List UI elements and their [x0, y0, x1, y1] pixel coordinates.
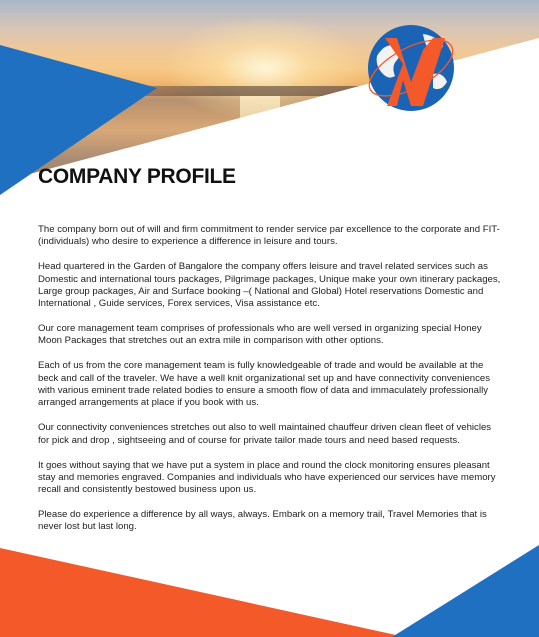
globe-w-logo-icon [363, 22, 459, 114]
profile-body [38, 224, 504, 546]
paragraph-knowledge: Each of us from the core management team is fully knowledgeable of trade and would be available at the beck and call of the traveler. We have a well knit organizational set up and have connectivity conveniences with various eminent trade related bodies to ensure a smooth flow of data and immaculately professionally arranged arrangements at place if you book with us. [38, 360, 491, 409]
paragraph-closing: Please do experience a difference by all ways, always. Embark on a memory trail, Travel Memories that is never lost but last long. [38, 509, 487, 533]
paragraph-fleet: Our connectivity conveniences stretches out also to well maintained chauffeur driven clean fleet of vehicles for pick and drop , sightseeing and of course for private tailor made tours and need based requests. [38, 422, 492, 446]
paragraph-services: Head quartered in the Garden of Bangalore the company offers leisure and travel related services such as Domestic and international tours packages, Pilgrimage packages, Unique make your own itinerary packages, Large group packages, Air and Surface booking –( National and Global) Hotel reservations Domestic and International , Guide services, Forex services, Visa assistance etc. [38, 261, 501, 310]
page-title: COMPANY PROFILE [38, 165, 236, 188]
paragraph-monitoring: It goes without saying that we have put a system in place and round the clock monitoring ensures pleasant stay and memories engraved. Companies and individuals who have experienced our services have memory recall and consistently bestowed business upon us. [38, 459, 496, 496]
paragraph-management: Our core management team comprises of professionals who are well versed in organizing special Honey Moon Packages that stretches out an extra mile in comparison with other options. [38, 323, 482, 347]
paragraph-intro: The company born out of will and firm commitment to render service par excellence to the corporate and FIT-(individuals) who desire to experience a difference in leisure and tours. [38, 224, 500, 248]
